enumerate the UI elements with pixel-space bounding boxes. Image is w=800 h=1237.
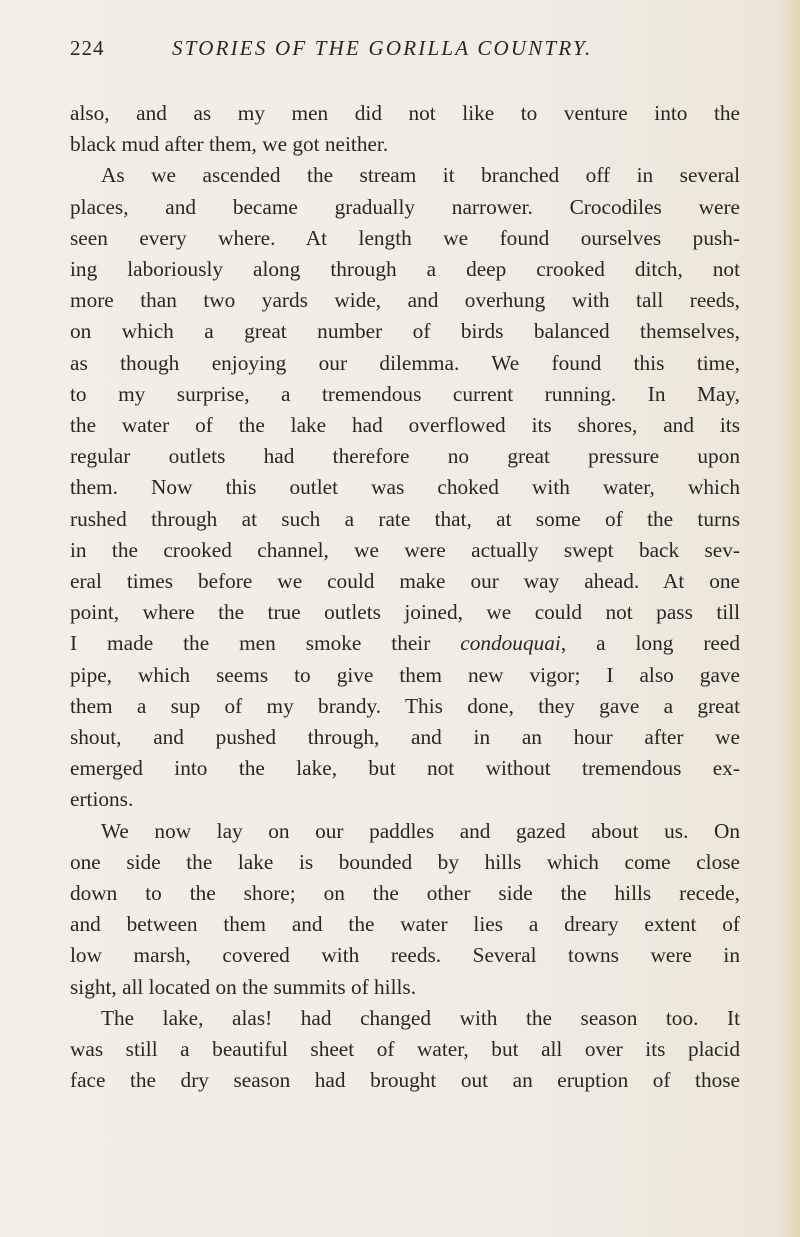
text-line: emerged into the lake, but not without tremendous ex- [70, 756, 740, 781]
running-head: STORIES OF THE GORILLA COUNTRY. [172, 36, 593, 60]
paragraph-1 [70, 98, 740, 160]
text-line: one side the lake is bounded by hills which come close [70, 849, 740, 874]
text-line: them a sup of my brandy. This done, they gave a great [70, 693, 740, 718]
text-line: on which a great number of birds balanced themselves, [70, 319, 740, 344]
text-line: seen every where. At length we found ourselves push- [70, 225, 740, 250]
text-line: more than two yards wide, and overhung with tall reeds, [70, 288, 740, 313]
text-line: The lake, alas! had changed with the season too. It [101, 1005, 740, 1030]
text-line: As we ascended the stream it branched off in several [101, 163, 740, 188]
paragraph-2 [70, 160, 740, 815]
text-line: black mud after them, we got neither. [70, 132, 389, 157]
text-line: as though enjoying our dilemma. We found this time, [70, 350, 740, 375]
text-line-with-italic [70, 628, 740, 659]
text-line: down to the shore; on the other side the hills recede, [70, 881, 740, 906]
text-line: to my surprise, a tremendous current running. In May, [70, 381, 740, 406]
text-line: the water of the lake had overflowed its shores, and its [70, 413, 740, 438]
text-line: low marsh, covered with reeds. Several towns were in [70, 943, 740, 968]
text-line: ing laboriously along through a deep crooked ditch, not [70, 257, 740, 282]
text-segment: I made the men smoke their [70, 631, 461, 656]
text-line: was still a beautiful sheet of water, but all over its placid [70, 1037, 740, 1062]
text-line: places, and became gradually narrower. Crocodiles were [70, 194, 740, 219]
paragraph-4 [70, 1003, 740, 1097]
page-header [70, 30, 740, 70]
text-line: face the dry season had brought out an eruption of those [70, 1068, 740, 1093]
text-line: sight, all located on the summits of hills. [70, 974, 417, 999]
text-line: pipe, which seems to give them new vigor; I also gave [70, 662, 740, 687]
text-line: eral times before we could make our way ahead. At one [70, 569, 740, 594]
text-line: also, and as my men did not like to venture into the [70, 101, 740, 125]
text-line: shout, and pushed through, and in an hour after we [70, 725, 740, 750]
page-number: 224 [70, 36, 105, 60]
text-line: them. Now this outlet was choked with water, which [70, 475, 740, 500]
text-line: regular outlets had therefore no great pressure upon [70, 444, 740, 469]
text-line: rushed through at such a rate that, at some of the turns [70, 506, 740, 531]
text-line: point, where the true outlets joined, we could not pass till [70, 600, 740, 625]
text-line: in the crooked channel, we were actually swept back sev- [70, 537, 740, 562]
text-line: We now lay on our paddles and gazed about us. On [101, 818, 740, 843]
italic-term: condouquai [460, 631, 561, 656]
text-line: and between them and the water lies a dreary extent of [70, 912, 740, 937]
body-text [70, 98, 740, 1097]
text-line: ertions. [70, 787, 134, 812]
page-edge-shadow [778, 0, 800, 1237]
text-segment: , a long reed [560, 631, 740, 656]
paragraph-3 [70, 816, 740, 1003]
